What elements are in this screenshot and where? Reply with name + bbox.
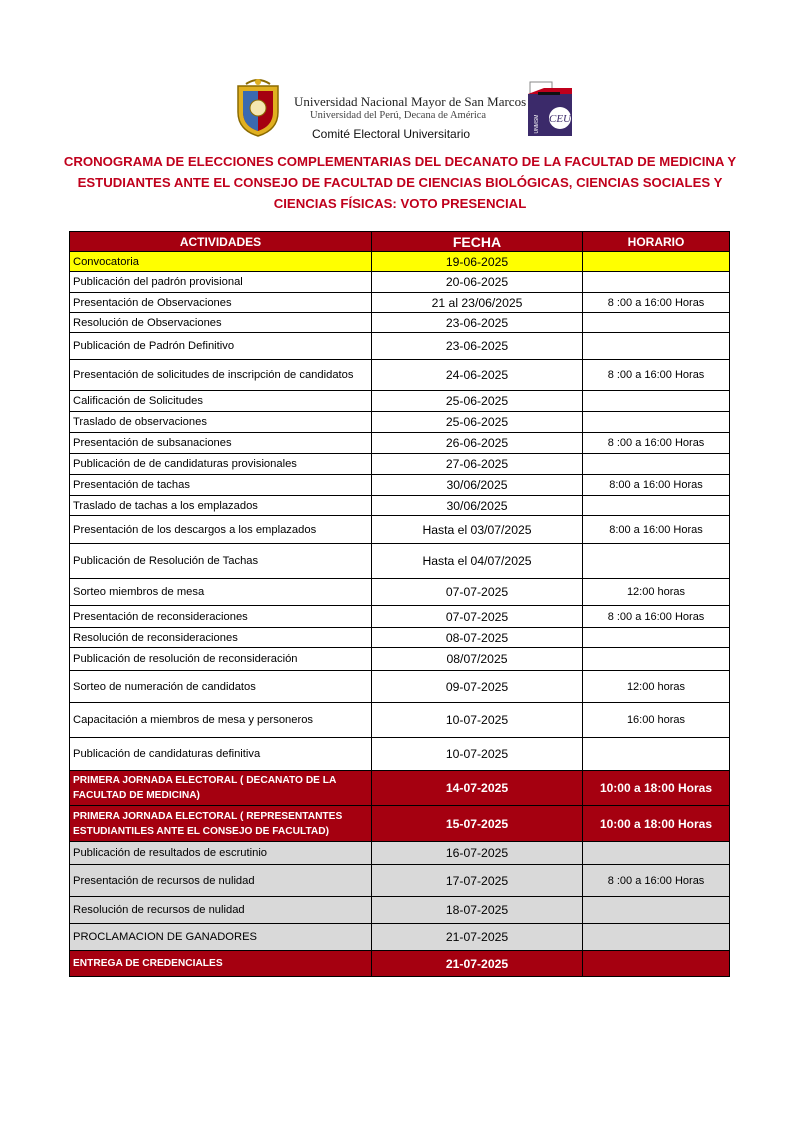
date-cell: 30/06/2025 [372, 496, 583, 516]
document-header [232, 78, 592, 142]
date-cell: 19-06-2025 [372, 252, 583, 272]
date-cell: 10-07-2025 [372, 738, 583, 771]
table-row [70, 293, 730, 313]
ceu-ballot-box-logo [524, 78, 576, 140]
date-cell: 07-07-2025 [372, 579, 583, 606]
time-cell: 8 :00 a 16:00 Horas [583, 865, 730, 897]
date-cell: 08/07/2025 [372, 648, 583, 671]
activity-cell: Sorteo miembros de mesa [70, 579, 372, 606]
time-cell: 8 :00 a 16:00 Horas [583, 360, 730, 391]
header-fecha: FECHA [372, 232, 583, 252]
time-cell: 8 :00 a 16:00 Horas [583, 606, 730, 628]
table-row [70, 544, 730, 579]
schedule-table [69, 231, 730, 977]
date-cell: 21 al 23/06/2025 [372, 293, 583, 313]
activity-cell: Presentación de reconsideraciones [70, 606, 372, 628]
date-cell: 09-07-2025 [372, 671, 583, 703]
time-cell: 10:00 a 18:00 Horas [583, 806, 730, 842]
date-cell: 10-07-2025 [372, 703, 583, 738]
date-cell: 30/06/2025 [372, 475, 583, 496]
activity-cell: Presentación de tachas [70, 475, 372, 496]
activity-cell: Publicación de resultados de escrutinio [70, 842, 372, 865]
table-row [70, 433, 730, 454]
committee-name: Comité Electoral Universitario [312, 127, 471, 141]
activity-cell: PRIMERA JORNADA ELECTORAL ( DECANATO DE LA FACULTAD DE MEDICINA) [70, 771, 372, 806]
table-row [70, 897, 730, 924]
time-cell [583, 391, 730, 412]
table-row [70, 313, 730, 333]
date-cell: 23-06-2025 [372, 313, 583, 333]
time-cell [583, 412, 730, 433]
time-cell [583, 313, 730, 333]
activity-cell: PRIMERA JORNADA ELECTORAL ( REPRESENTANTES ESTUDIANTILES ANTE EL CONSEJO DE FACULTAD) [70, 806, 372, 842]
date-cell: Hasta el 03/07/2025 [372, 516, 583, 544]
table-row [70, 806, 730, 842]
date-cell: 17-07-2025 [372, 865, 583, 897]
table-row [70, 865, 730, 897]
activity-cell: Presentación de solicitudes de inscripción de candidatos [70, 360, 372, 391]
university-name: Universidad Nacional Mayor de San Marcos [294, 94, 527, 109]
university-seal-icon [232, 78, 284, 138]
date-cell: Hasta el 04/07/2025 [372, 544, 583, 579]
table-row [70, 924, 730, 951]
date-cell: 25-06-2025 [372, 391, 583, 412]
date-cell: 08-07-2025 [372, 628, 583, 648]
table-row [70, 516, 730, 544]
table-row [70, 475, 730, 496]
ceu-logo-side-text: UNMSM [534, 114, 540, 134]
time-cell [583, 738, 730, 771]
time-cell: 10:00 a 18:00 Horas [583, 771, 730, 806]
table-row [70, 671, 730, 703]
table-row [70, 842, 730, 865]
time-cell [583, 897, 730, 924]
time-cell: 12:00 horas [583, 579, 730, 606]
table-row [70, 496, 730, 516]
activity-cell: Traslado de tachas a los emplazados [70, 496, 372, 516]
time-cell: 8:00 a 16:00 Horas [583, 516, 730, 544]
date-cell: 25-06-2025 [372, 412, 583, 433]
activity-cell: Presentación de recursos de nulidad [70, 865, 372, 897]
activity-cell: Presentación de Observaciones [70, 293, 372, 313]
time-cell: 8:00 a 16:00 Horas [583, 475, 730, 496]
table-row [70, 579, 730, 606]
date-cell: 14-07-2025 [372, 771, 583, 806]
activity-cell: Presentación de subsanaciones [70, 433, 372, 454]
activity-cell: Presentación de los descargos a los emplazados [70, 516, 372, 544]
time-cell [583, 951, 730, 977]
table-row [70, 412, 730, 433]
table-header-row [70, 232, 730, 252]
table-row [70, 333, 730, 360]
time-cell: 8 :00 a 16:00 Horas [583, 433, 730, 454]
activity-cell: Publicación de Padrón Definitivo [70, 333, 372, 360]
time-cell [583, 544, 730, 579]
activity-cell: Resolución de Observaciones [70, 313, 372, 333]
activity-cell: Resolución de recursos de nulidad [70, 897, 372, 924]
activity-cell: PROCLAMACION DE GANADORES [70, 924, 372, 951]
activity-cell: Publicación del padrón provisional [70, 272, 372, 293]
header-actividades: ACTIVIDADES [70, 232, 372, 252]
date-cell: 18-07-2025 [372, 897, 583, 924]
time-cell [583, 648, 730, 671]
table-row [70, 951, 730, 977]
time-cell [583, 252, 730, 272]
activity-cell: Publicación de resolución de reconsideración [70, 648, 372, 671]
document-title: CRONOGRAMA DE ELECCIONES COMPLEMENTARIAS DEL DECANATO DE LA FACULTAD DE MEDICINA Y ESTUDIANTES ANTE EL CONSEJO DE FACULTAD DE CIENCIAS BIOLÓGICAS, CIENCIAS SOCIALES Y CIENCIAS FÍSICAS: VOTO PRESENCIAL [63, 154, 737, 211]
university-subtitle: Universidad del Perú, Decana de América [310, 110, 487, 121]
activity-cell: Publicación de de candidaturas provisionales [70, 454, 372, 475]
date-cell: 23-06-2025 [372, 333, 583, 360]
table-row [70, 454, 730, 475]
activity-cell: Traslado de observaciones [70, 412, 372, 433]
date-cell: 21-07-2025 [372, 951, 583, 977]
activity-cell: Capacitación a miembros de mesa y personeros [70, 703, 372, 738]
date-cell: 27-06-2025 [372, 454, 583, 475]
time-cell [583, 333, 730, 360]
activity-cell: Publicación de Resolución de Tachas [70, 544, 372, 579]
time-cell: 16:00 horas [583, 703, 730, 738]
time-cell: 8 :00 a 16:00 Horas [583, 293, 730, 313]
header-horario: HORARIO [583, 232, 730, 252]
date-cell: 16-07-2025 [372, 842, 583, 865]
time-cell [583, 842, 730, 865]
activity-cell: Convocatoria [70, 252, 372, 272]
time-cell [583, 628, 730, 648]
time-cell: 12:00 horas [583, 671, 730, 703]
date-cell: 20-06-2025 [372, 272, 583, 293]
time-cell [583, 454, 730, 475]
table-row [70, 360, 730, 391]
table-row [70, 628, 730, 648]
date-cell: 24-06-2025 [372, 360, 583, 391]
date-cell: 07-07-2025 [372, 606, 583, 628]
table-row [70, 648, 730, 671]
table-row [70, 738, 730, 771]
date-cell: 21-07-2025 [372, 924, 583, 951]
date-cell: 26-06-2025 [372, 433, 583, 454]
time-cell [583, 924, 730, 951]
time-cell [583, 496, 730, 516]
table-row [70, 272, 730, 293]
activity-cell: Resolución de reconsideraciones [70, 628, 372, 648]
table-row [70, 391, 730, 412]
table-row [70, 252, 730, 272]
date-cell: 15-07-2025 [372, 806, 583, 842]
time-cell [583, 272, 730, 293]
activity-cell: Sorteo de numeración de candidatos [70, 671, 372, 703]
activity-cell: Publicación de candidaturas definitiva [70, 738, 372, 771]
table-row [70, 703, 730, 738]
activity-cell: ENTREGA DE CREDENCIALES [70, 951, 372, 977]
activity-cell: Calificación de Solicitudes [70, 391, 372, 412]
table-row [70, 606, 730, 628]
ceu-logo-text: CEU [549, 113, 571, 125]
table-row [70, 771, 730, 806]
